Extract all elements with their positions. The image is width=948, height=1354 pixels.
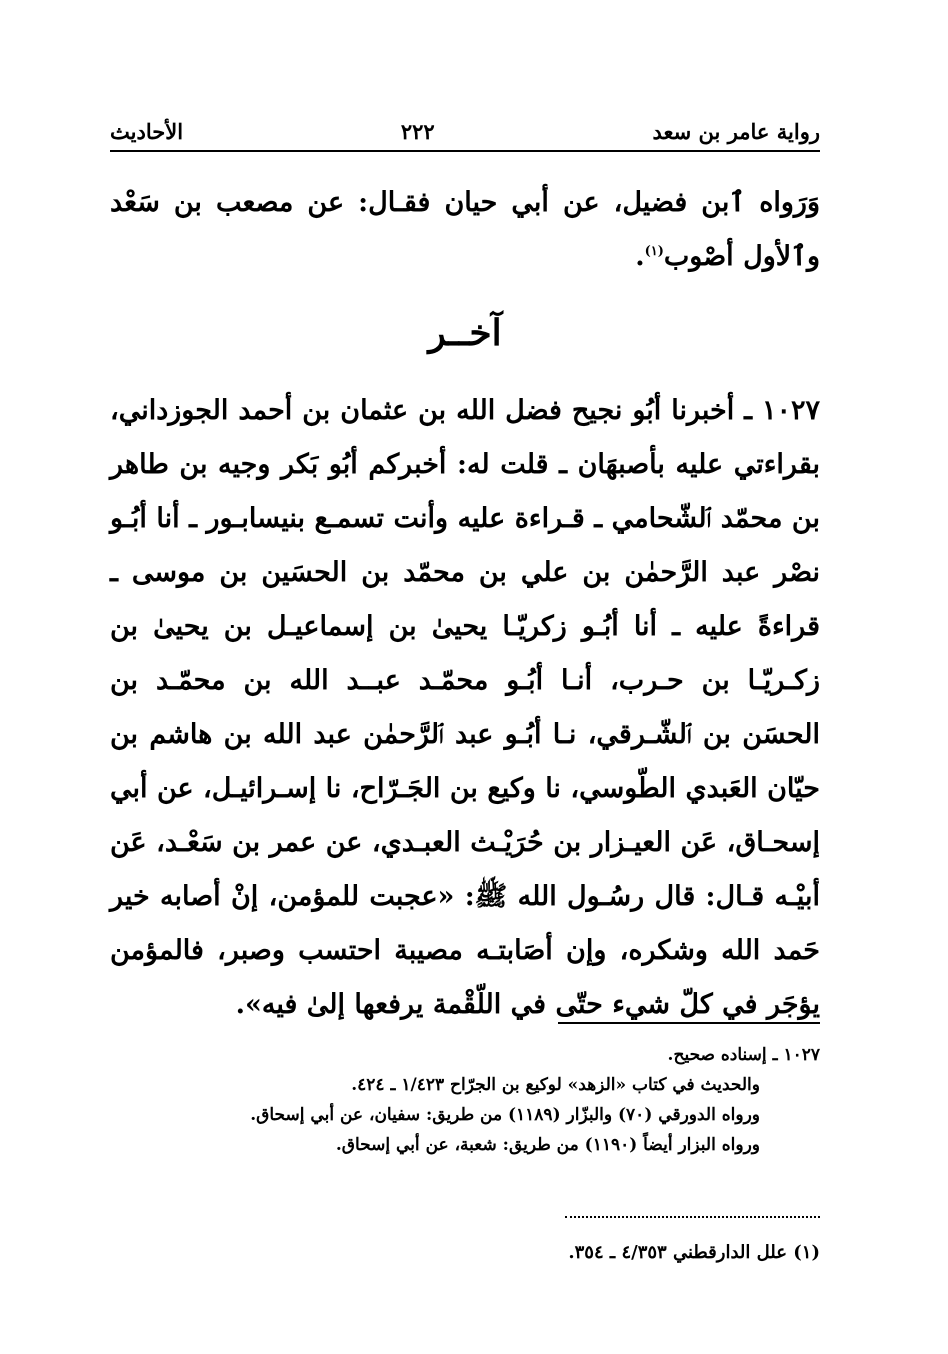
page-number: ٢٢٢ (400, 118, 435, 144)
section-title: آخــر (428, 312, 502, 354)
footnote-line: والحديث في كتاب «الزهد» لوكيع بن الجرّاح ١/٤٢٣ ـ ٤٢٤. (351, 1075, 760, 1095)
footnote-line: ١٠٢٧ ـ إسناده صحيح. (667, 1045, 820, 1065)
running-header (110, 114, 820, 148)
header-book-title: رواية عامر بن سعد (652, 118, 820, 144)
header-section-title: الأحاديث (110, 118, 184, 144)
footnote-line: ورواه البزار أيضاً (١١٩٠) من طريق: شعبة، عن أبي إسحاق. (335, 1135, 760, 1155)
intro-end: . (635, 241, 645, 272)
footnote-rule (558, 1022, 820, 1024)
dotted-separator (565, 1216, 820, 1218)
hadith-text: ـ أخبرنا أبُو نجيح فضل الله بن عثمان بن أحمد الجوزداني، بقراءتي عليه بأصبهَان ـ قلت له: أخبركم أبُو بَكر وجيه بن طاهر بن محمّد ٱلشّحامي ـ قـراءة عليه وأنت تسمـع بنيسابـور ـ أنا أبُـو نصْر عبد الرَّحمٰن بن علي بن محمّد بن الحسَين بن موسى ـ قراءةً عليه ـ أنا أبُـو زكريّـا يحيىٰ بن إسماعيـل بن يحيىٰ بن زكـريّـا بن حـرب، أنـا أبُـو محمّـد عبــد الله بن محمّـد بن الحسَن بن ٱلشّـرقي، نـا أبُـو عبد ٱلرَّحمٰن عبد الله بن هاشم بن حيّان العَبدي الطّوسي، نا وكيع بن الجَـرّاح، نا إسـرائيـل، عن أبي إسحـاق، عَن العيـزار بن حُرَيْـث العبـدي، عن عمر بن سَعْـد، عَن أبيْـه قـال: قال رسُـول الله ﷺ: «عجبت للمؤمن، إنْ أصابه خير حَمد الله وشكره، وإن أصَابتـه مصيبة احتسب وصبر، فالمؤمن يؤجَر في كلّ شيء حتّى في اللّقْمة يرفعها إلىٰ فيه». (110, 395, 820, 1020)
intro-paragraph (110, 176, 820, 284)
footnote-line: ورواه الدورقي (٧٠) والبزّار (١١٨٩) من طريق: سفيان، عن أبي إسحاق. (250, 1105, 760, 1125)
hadith-number: ١٠٢٧ (761, 395, 820, 426)
footnote-marker: (١) (644, 244, 664, 259)
header-rule (110, 150, 820, 152)
intro-text: وَرَواه ٱبن فضيل، عن أبي حيان فقـال: عن مصعب بن سَعْد وٱلأول أصْوب (110, 187, 820, 272)
footnotes (110, 1040, 820, 1160)
bottom-footnote: (١) علل الدارقطني ٤/٣٥٣ ـ ٣٥٤. (568, 1242, 820, 1263)
hadith-paragraph (110, 384, 820, 1032)
